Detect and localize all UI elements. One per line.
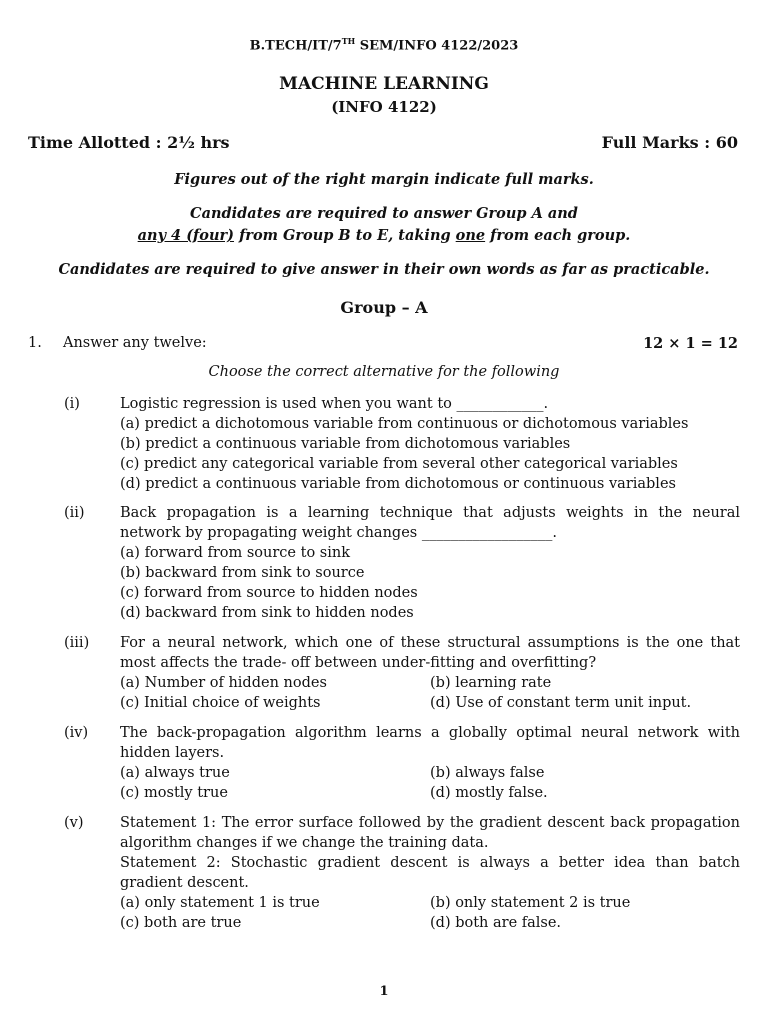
mcq-statement-1: Statement 1: The error surface followed by the gradient descent back propagation algorithm changes if we change the training data. (120, 815, 740, 851)
page-number: 1 (379, 984, 389, 999)
mcq-option: (a) Number of hidden nodes (120, 675, 327, 691)
mcq-option: (b) learning rate (430, 675, 552, 691)
mcq-statement-2: Statement 2: Stochastic gradient descent is always a better idea than batch gradient descent. (120, 855, 740, 891)
mcq-option: (c) forward from source to hidden nodes (120, 585, 418, 601)
mcq-option: (b) always false (430, 765, 545, 781)
mcq-number: (v) (64, 815, 84, 831)
mcq-option: (d) Use of constant term unit input. (430, 695, 692, 711)
mcq-option: (a) predict a dichotomous variable from continuous or dichotomous variables (120, 416, 689, 432)
mcq-number: (iv) (64, 725, 89, 741)
choose-instruction: Choose the correct alternative for the following (208, 364, 560, 380)
mcq-item (64, 633, 740, 713)
instruction-answer-line1: Candidates are required to answer Group A and (190, 205, 578, 222)
full-marks: Full Marks : 60 (601, 133, 738, 152)
mcq-question: Logistic regression is used when you want to ____________. (120, 396, 549, 412)
mcq-option: (a) only statement 1 is true (120, 895, 320, 911)
mcq-option: (d) predict a continuous variable from dichotomous or continuous variables (120, 476, 676, 492)
mcq-option: (b) only statement 2 is true (430, 895, 631, 911)
mcq-item (64, 813, 740, 933)
mcq-number: (ii) (64, 505, 85, 521)
mcq-option: (c) Initial choice of weights (120, 695, 321, 711)
mcq-option: (a) always true (120, 765, 230, 781)
paper-subtitle: (INFO 4122) (331, 98, 437, 116)
mcq-option: (b) predict a continuous variable from dichotomous variables (120, 436, 571, 452)
paper-code: B.TECH/IT/7TH SEM/INFO 4122/2023 (249, 36, 519, 54)
instruction-own-words: Candidates are required to give answer in their own words as far as practicable. (58, 261, 710, 278)
mcq-option: (d) both are false. (430, 915, 562, 931)
mcq-number: (i) (64, 396, 80, 412)
mcq-item (64, 394, 740, 494)
group-title: Group – A (340, 298, 428, 317)
mcq-option: (b) backward from sink to source (120, 565, 365, 581)
mcq-item (64, 723, 740, 803)
mcq-option: (c) predict any categorical variable from several other categorical variables (120, 456, 678, 472)
mcq-option: (c) mostly true (120, 785, 228, 801)
mcq-item (64, 503, 740, 623)
question-text: Answer any twelve: (63, 335, 207, 351)
mcq-option: (a) forward from source to sink (120, 545, 350, 561)
mcq-option: (d) mostly false. (430, 785, 548, 801)
mcq-option: (c) both are true (120, 915, 242, 931)
time-allotted: Time Allotted : 2½ hrs (28, 133, 230, 152)
question-number: 1. (28, 335, 42, 351)
question-marks: 12 × 1 = 12 (643, 335, 738, 352)
mcq-question: For a neural network, which one of these structural assumptions is the one that most affects the trade- off between under-fitting and overfitting? (120, 635, 740, 671)
mcq-question: Back propagation is a learning technique that adjusts weights in the neural network by propagating weight changes __________________. (120, 505, 740, 541)
mcq-option: (d) backward from sink to hidden nodes (120, 605, 414, 621)
instruction-answer-line2: any 4 (four) from Group B to E, taking one from each group. (137, 227, 631, 244)
mcq-number: (iii) (64, 635, 90, 651)
instruction-marks: Figures out of the right margin indicate full marks. (174, 171, 594, 188)
paper-title: MACHINE LEARNING (279, 74, 489, 94)
mcq-question: The back-propagation algorithm learns a globally optimal neural network with hidden layers. (120, 725, 740, 761)
